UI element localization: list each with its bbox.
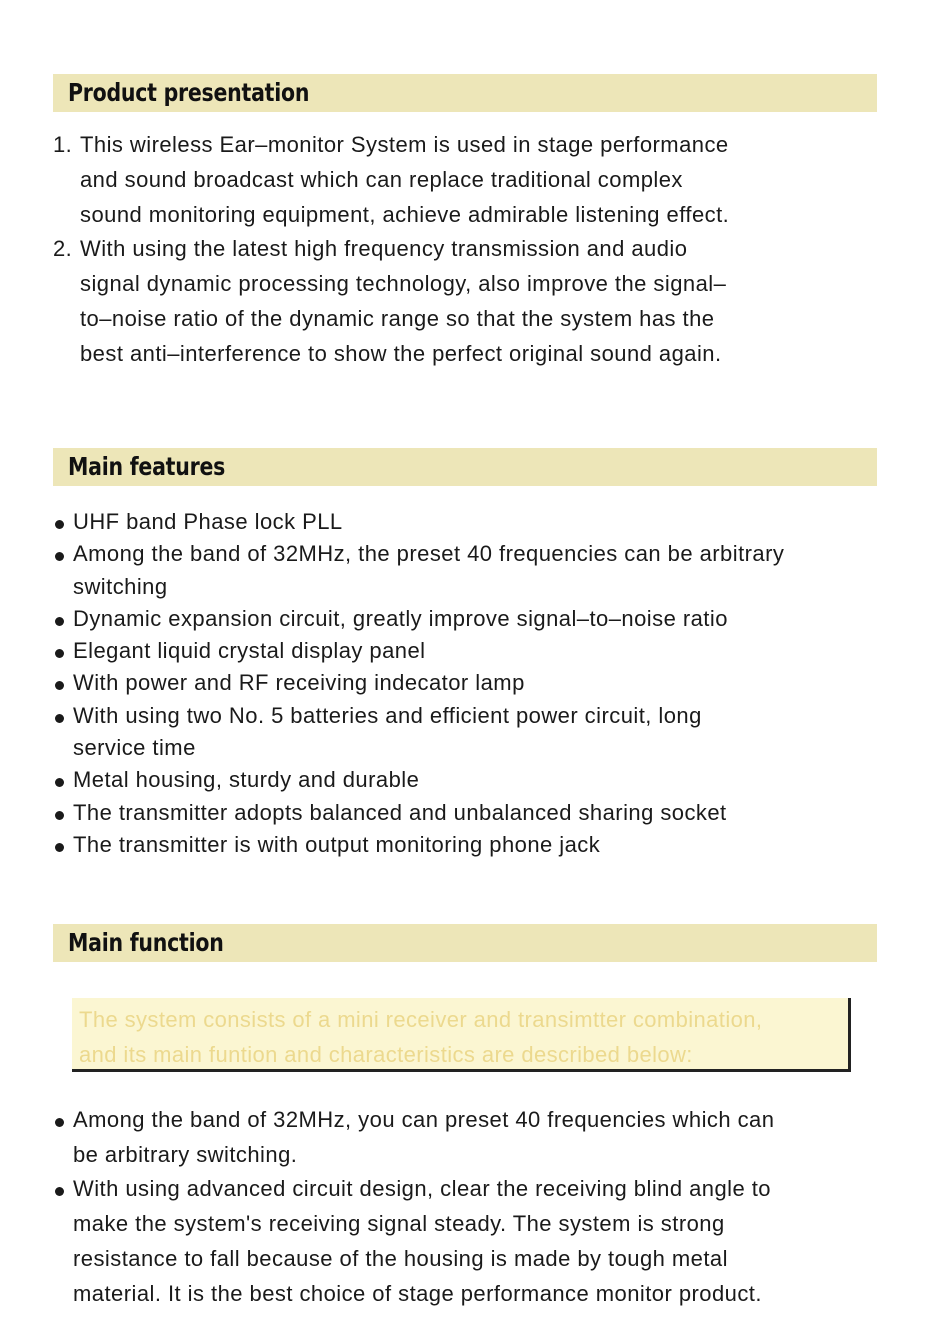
bullet-icon [55, 1187, 64, 1196]
section-title: Main function [68, 928, 224, 957]
section-header-main-function [53, 924, 877, 962]
list-item [53, 603, 883, 635]
presentation-item-1 [53, 128, 873, 232]
bullet-icon [55, 778, 64, 787]
bullet-icon [55, 681, 64, 690]
item-number: 2. [53, 236, 73, 262]
text-line: Elegant liquid crystal display panel [73, 638, 426, 664]
section-header-product-presentation [53, 74, 877, 112]
section-title: Product presentation [68, 78, 310, 107]
bullet-icon [55, 617, 64, 626]
bullet-icon [55, 811, 64, 820]
bullet-icon [55, 1118, 64, 1127]
text-line: service time [73, 735, 196, 761]
bullet-icon [55, 649, 64, 658]
text-line: The transmitter adopts balanced and unbalanced sharing socket [73, 799, 727, 825]
text-line: With using the latest high frequency transmission and audio [80, 236, 688, 262]
list-item [53, 829, 883, 861]
bullet-icon [55, 552, 64, 561]
text-line: and its main funtion and characteristics are described below: [79, 1041, 693, 1067]
list-item [53, 1103, 883, 1172]
text-line: Among the band of 32MHz, the preset 40 frequencies can be arbitrary [73, 541, 785, 567]
list-item [53, 506, 883, 538]
list-item [53, 1172, 883, 1311]
text-line: This wireless Ear–monitor System is used in stage performance [80, 132, 729, 157]
list-item [53, 667, 883, 699]
bullet-icon [55, 843, 64, 852]
callout-text [79, 1003, 762, 1072]
item-number: 1. [53, 132, 73, 157]
text-line: to–noise ratio of the dynamic range so that the system has the [80, 305, 715, 331]
intro-callout-box [72, 998, 851, 1072]
function-list [53, 1103, 883, 1311]
text-line: switching [73, 573, 168, 599]
list-item [53, 764, 883, 796]
text-line: Metal housing, sturdy and durable [73, 767, 420, 793]
text-line: The transmitter is with output monitoring phone jack [73, 831, 601, 857]
list-item [53, 797, 883, 829]
text-line: signal dynamic processing technology, also improve the signal– [80, 271, 727, 297]
text-line: With using two No. 5 batteries and efficient power circuit, long [73, 702, 702, 728]
presentation-item-2 [53, 232, 873, 371]
list-item [53, 538, 883, 603]
text-line: best anti–interference to show the perfect original sound again. [80, 340, 722, 366]
list-item [53, 635, 883, 667]
section-title: Main features [68, 452, 226, 481]
text-line: resistance to fall because of the housing is made by tough metal [73, 1245, 728, 1271]
text-line: With using advanced circuit design, clear the receiving blind angle to [73, 1176, 771, 1202]
text-line: make the system's receiving signal steady. The system is strong [73, 1211, 725, 1237]
text-line: With power and RF receiving indecator lamp [73, 670, 525, 696]
bullet-icon [55, 520, 64, 529]
text-line: The system consists of a mini receiver and transimtter combination, [79, 1007, 763, 1032]
text-line: material. It is the best choice of stage performance monitor product. [73, 1280, 762, 1306]
bullet-icon [55, 714, 64, 723]
text-line: Dynamic expansion circuit, greatly improve signal–to–noise ratio [73, 605, 728, 631]
presentation-list [53, 128, 873, 372]
text-line: Among the band of 32MHz, you can preset 40 frequencies which can [73, 1107, 775, 1132]
list-item [53, 700, 883, 765]
text-line: UHF band Phase lock PLL [73, 509, 343, 534]
text-line: sound monitoring equipment, achieve admirable listening effect. [80, 201, 730, 227]
text-line: be arbitrary switching. [73, 1141, 298, 1167]
section-header-main-features [53, 448, 877, 486]
text-line: and sound broadcast which can replace traditional complex [80, 166, 683, 192]
features-list [53, 506, 883, 861]
